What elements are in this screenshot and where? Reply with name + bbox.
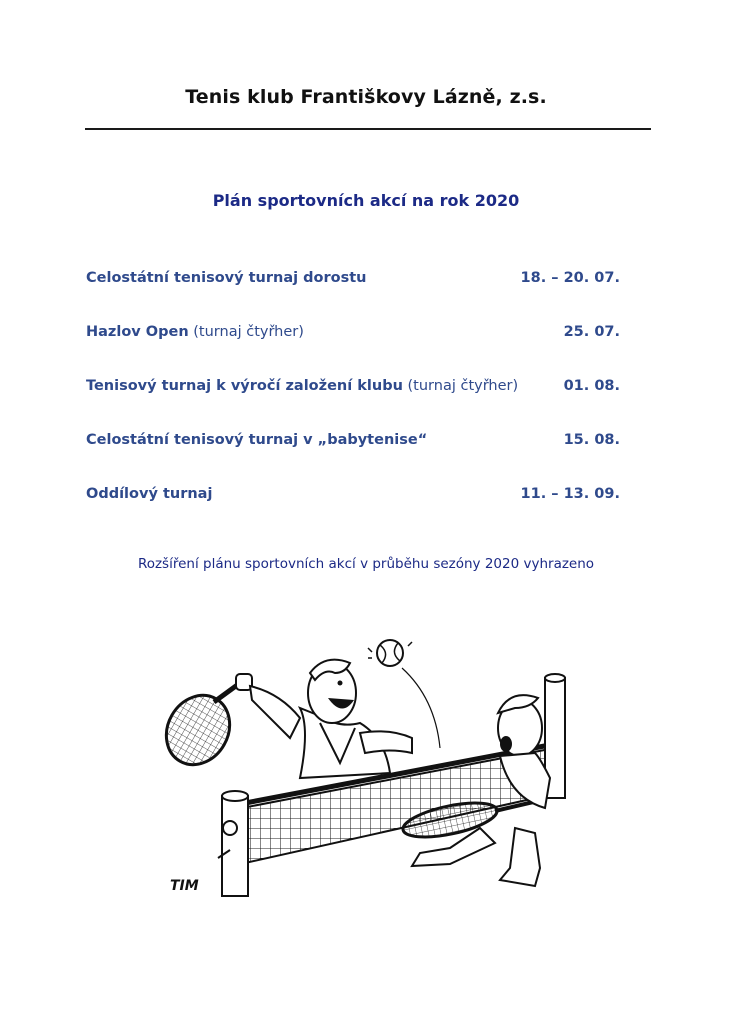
event-title: Celostátní tenisový turnaj dorostu <box>86 270 367 286</box>
event-row <box>86 432 620 486</box>
event-name <box>86 432 427 448</box>
event-name <box>86 378 518 394</box>
plan-heading: Plán sportovních akcí na rok 2020 <box>212 191 520 210</box>
event-suffix: (turnaj čtyřher) <box>402 378 519 394</box>
event-row <box>86 324 620 378</box>
event-row <box>86 270 620 324</box>
event-name <box>86 324 304 340</box>
events-list <box>86 270 620 540</box>
event-suffix: (turnaj čtyřher) <box>188 324 304 340</box>
club-title: Tenis klub Františkovy Lázně, z.s. <box>185 86 547 108</box>
event-title: Celostátní tenisový turnaj v „babytenise“ <box>86 432 428 448</box>
left-player-figure <box>154 660 412 778</box>
header-divider <box>85 128 651 130</box>
event-title: Tenisový turnaj k výročí založení klubu <box>86 378 403 394</box>
event-date: 11. – 13. 09. <box>520 486 620 502</box>
tennis-cartoon-illustration <box>150 628 590 908</box>
event-row <box>86 378 620 432</box>
event-date: 01. 08. <box>563 378 620 394</box>
event-title: Hazlov Open <box>86 324 189 340</box>
event-name <box>86 486 212 502</box>
event-row <box>86 486 620 540</box>
event-title: Oddílový turnaj <box>86 486 213 502</box>
event-date: 18. – 20. 07. <box>520 270 620 286</box>
event-date: 25. 07. <box>563 324 620 340</box>
season-note: Rozšíření plánu sportovních akcí v průběhu sezóny 2020 vyhrazeno <box>137 556 595 572</box>
event-name <box>86 270 367 286</box>
event-date: 15. 08. <box>563 432 620 448</box>
artist-signature: TIM <box>170 878 199 894</box>
